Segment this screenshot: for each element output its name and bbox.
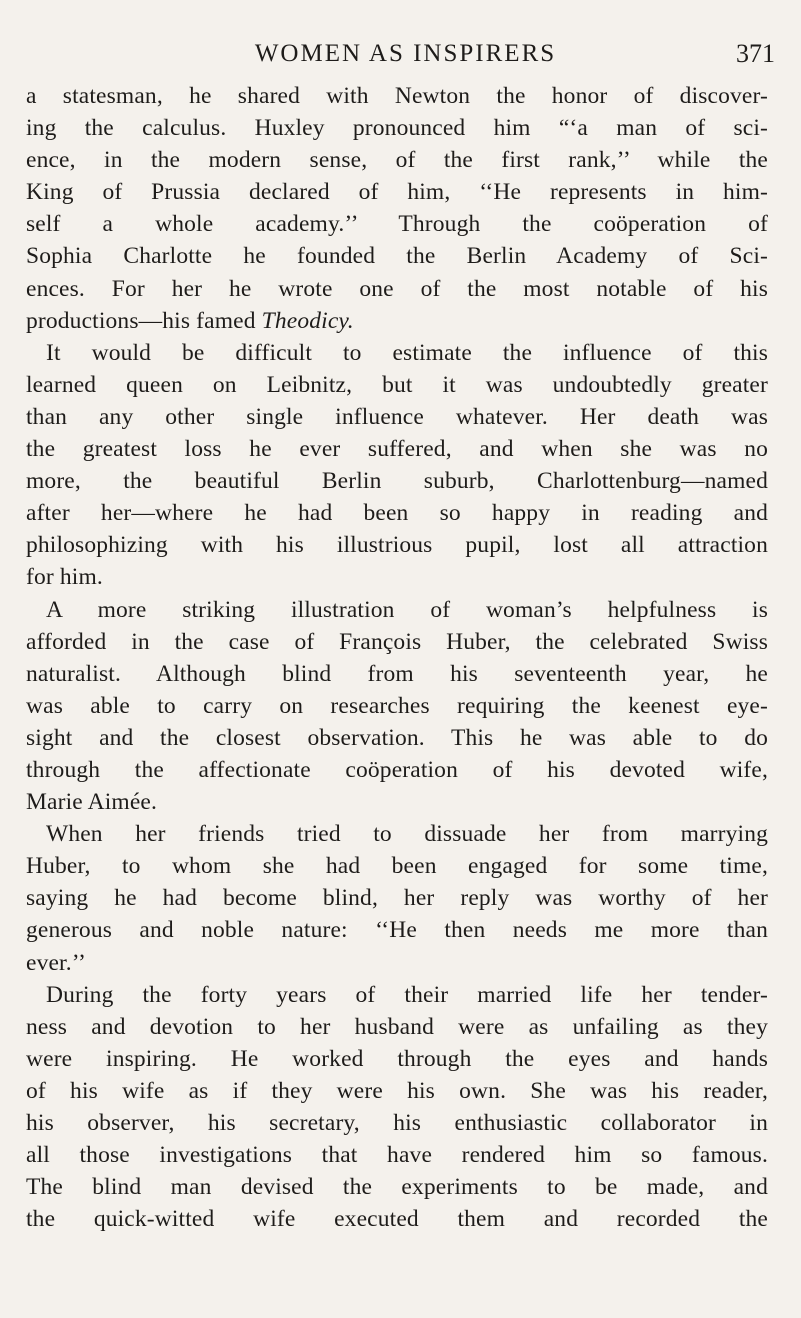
text-line-roman: productions—his famed <box>26 307 262 334</box>
text-line: ences. For her he wrote one of the most notable of his <box>26 275 768 302</box>
book-title-theodicy: Theodicy. <box>261 307 354 334</box>
text-line: ever.’’ <box>26 949 86 976</box>
text-line: all those investigations that have rendered him so famous. <box>26 1142 768 1169</box>
page-number: 371 <box>736 39 775 68</box>
text-line: was able to carry on researches requiring the keenest eye- <box>26 692 768 719</box>
text-line: naturalist. Although blind from his seventeenth year, he <box>26 660 768 687</box>
text-line: Sophia Charlotte he founded the Berlin Academy of Sci- <box>26 243 768 270</box>
text-line: self a whole academy.’’ Through the coöperation of <box>26 211 768 238</box>
text-line: more, the beautiful Berlin suburb, Charlottenburg—named <box>26 468 768 495</box>
body-text <box>26 80 768 1235</box>
text-line: saying he had become blind, her reply was worthy of her <box>26 885 768 912</box>
text-line: ing the calculus. Huxley pronounced him “‘a man of sci- <box>26 115 768 142</box>
paragraph-start-line: When her friends tried to dissuade her from marrying <box>46 821 768 848</box>
running-head <box>36 34 775 74</box>
text-line: through the affectionate coöperation of his devoted wife, <box>26 756 768 783</box>
text-line: of his wife as if they were his own. She was his reader, <box>26 1077 768 1104</box>
text-line <box>26 305 768 337</box>
text-line: sight and the closest observation. This he was able to do <box>26 724 768 751</box>
text-line: Marie Aimée. <box>26 789 158 816</box>
text-line: a statesman, he shared with Newton the honor of discover- <box>26 83 768 109</box>
text-line: the greatest loss he ever suffered, and when she was no <box>26 436 768 463</box>
text-line: Huber, to whom she had been engaged for some time, <box>26 853 768 880</box>
text-line: philosophizing with his illustrious pupil, lost all attraction <box>26 532 768 559</box>
text-line: ence, in the modern sense, of the first rank,’’ while the <box>26 147 768 174</box>
text-line: afforded in the case of François Huber, the celebrated Swiss <box>26 628 768 655</box>
paragraph-start-line: It would be difficult to estimate the influence of this <box>46 339 768 366</box>
text-line: King of Prussia declared of him, ‘‘He represents in him- <box>26 179 768 206</box>
text-line: than any other single influence whatever. Her death was <box>26 403 768 430</box>
text-line: his observer, his secretary, his enthusiastic collaborator in <box>26 1110 768 1136</box>
text-line: generous and noble nature: ‘‘He then needs me more than <box>26 917 768 944</box>
text-line: ness and devotion to her husband were as unfailing as they <box>26 1013 768 1040</box>
text-line: were inspiring. He worked through the eyes and hands <box>26 1045 768 1072</box>
text-line: The blind man devised the experiments to be made, and <box>26 1174 768 1201</box>
text-line: learned queen on Leibnitz, but it was undoubtedly greater <box>26 371 768 398</box>
text-line: the quick-witted wife executed them and recorded the <box>26 1206 768 1233</box>
running-title: WOMEN AS INSPIRERS <box>254 40 557 67</box>
paragraph-start-line: A more striking illustration of woman’s helpfulness is <box>46 596 768 623</box>
paragraph-start-line: During the forty years of their married life her tender- <box>46 981 768 1008</box>
text-line: for him. <box>26 564 103 591</box>
text-line: after her—where he had been so happy in reading and <box>26 500 768 527</box>
